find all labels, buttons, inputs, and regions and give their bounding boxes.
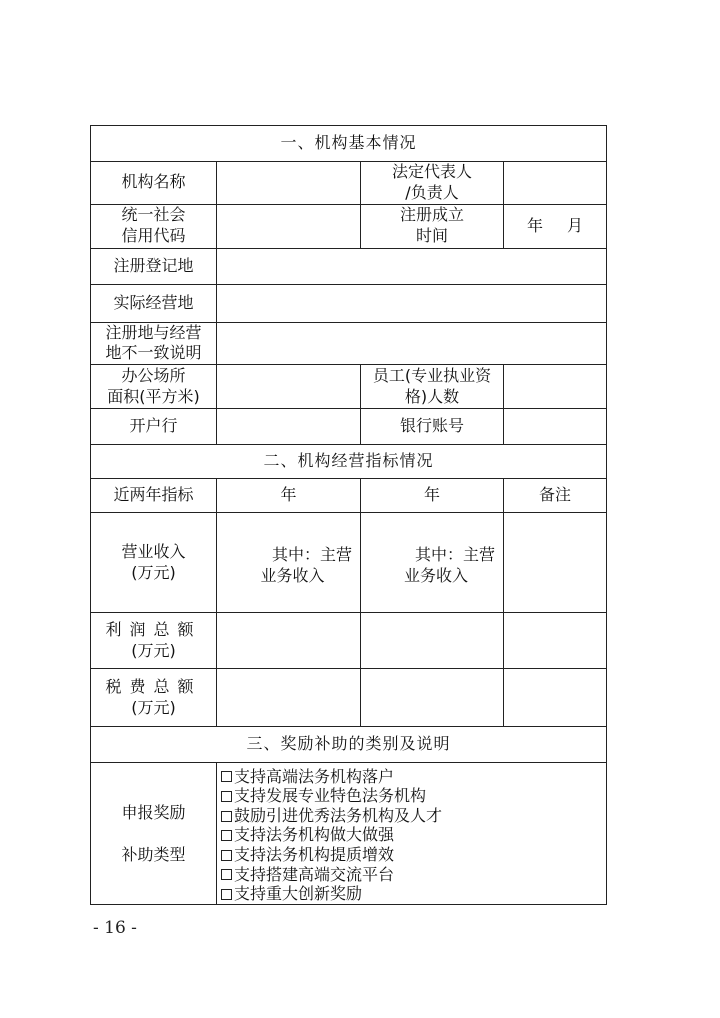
subsidy-option[interactable]: 支持法务机构做大做强: [221, 826, 606, 846]
established-time-label: 注册成立 时间: [361, 204, 504, 248]
section-basic-info-title: 一、机构基本情况: [91, 126, 607, 162]
address-mismatch-field[interactable]: [217, 322, 607, 365]
checkbox-icon[interactable]: [221, 869, 232, 880]
actual-address-label: 实际经营地: [91, 284, 217, 322]
year-column-2: 年: [361, 479, 504, 513]
bank-account-label: 银行账号: [361, 409, 504, 445]
section-subsidy-title: 三、奖励补助的类别及说明: [91, 727, 607, 763]
registered-address-label: 注册登记地: [91, 248, 217, 284]
bank-account-field[interactable]: [504, 409, 607, 445]
tax-year-1-field[interactable]: [217, 669, 361, 727]
office-area-label: 办公场所 面积(平方米): [91, 365, 217, 409]
subsidy-options-list: [217, 763, 607, 905]
checkbox-icon[interactable]: [221, 889, 232, 900]
main-business-note-line2: 业务收入: [403, 565, 468, 585]
year-unit: 年: [526, 215, 543, 235]
legal-rep-field[interactable]: [504, 162, 607, 205]
remarks-column: 备注: [504, 479, 607, 513]
checkbox-icon[interactable]: [221, 811, 232, 822]
org-name-label: 机构名称: [91, 162, 217, 205]
office-area-field[interactable]: [217, 365, 361, 409]
revenue-label: 营业收入 (万元): [91, 513, 217, 613]
actual-address-field[interactable]: [217, 284, 607, 322]
subsidy-option[interactable]: 鼓励引进优秀法务机构及人才: [221, 806, 606, 826]
tax-remarks-field[interactable]: [504, 669, 607, 727]
month-unit: 月: [567, 215, 584, 235]
main-business-note-line1: 其中：主营: [271, 544, 352, 564]
revenue-year-1-field[interactable]: [217, 513, 361, 613]
legal-rep-label: 法定代表人 /负责人: [361, 162, 504, 205]
tax-year-2-field[interactable]: [361, 669, 504, 727]
revenue-remarks-field[interactable]: [504, 513, 607, 613]
subsidy-option[interactable]: 支持重大创新奖励: [221, 885, 606, 905]
page-number: - 16 -: [93, 918, 137, 938]
checkbox-icon[interactable]: [221, 850, 232, 861]
checkbox-icon[interactable]: [221, 791, 232, 802]
established-time-field[interactable]: [504, 204, 607, 248]
checkbox-icon[interactable]: [221, 771, 232, 782]
subsidy-option[interactable]: 支持搭建高端交流平台: [221, 865, 606, 885]
org-name-field[interactable]: [217, 162, 361, 205]
subsidy-option[interactable]: 支持法务机构提质增效: [221, 846, 606, 866]
subsidy-type-label: 申报奖励 补助类型: [91, 763, 217, 905]
revenue-year-2-field[interactable]: [361, 513, 504, 613]
section-indicators-title: 二、机构经营指标情况: [91, 445, 607, 479]
profit-year-1-field[interactable]: [217, 613, 361, 669]
bank-label: 开户行: [91, 409, 217, 445]
profit-remarks-field[interactable]: [504, 613, 607, 669]
application-form-table: [90, 125, 607, 905]
registered-address-field[interactable]: [217, 248, 607, 284]
subsidy-option[interactable]: 支持高端法务机构落户: [221, 767, 606, 787]
indicator-label: 近两年指标: [91, 479, 217, 513]
profit-label: 利润总额 (万元): [91, 613, 217, 669]
subsidy-option[interactable]: 支持发展专业特色法务机构: [221, 787, 606, 807]
staff-count-field[interactable]: [504, 365, 607, 409]
credit-code-field[interactable]: [217, 204, 361, 248]
main-business-note-line1: 其中：主营: [414, 544, 495, 564]
tax-label: 税费总额 (万元): [91, 669, 217, 727]
address-mismatch-label: 注册地与经营 地不一致说明: [91, 322, 217, 365]
checkbox-icon[interactable]: [221, 830, 232, 841]
profit-year-2-field[interactable]: [361, 613, 504, 669]
year-column-1: 年: [217, 479, 361, 513]
credit-code-label: 统一社会 信用代码: [91, 204, 217, 248]
staff-count-label: 员工(专业执业资 格)人数: [361, 365, 504, 409]
bank-field[interactable]: [217, 409, 361, 445]
main-business-note-line2: 业务收入: [260, 565, 325, 585]
